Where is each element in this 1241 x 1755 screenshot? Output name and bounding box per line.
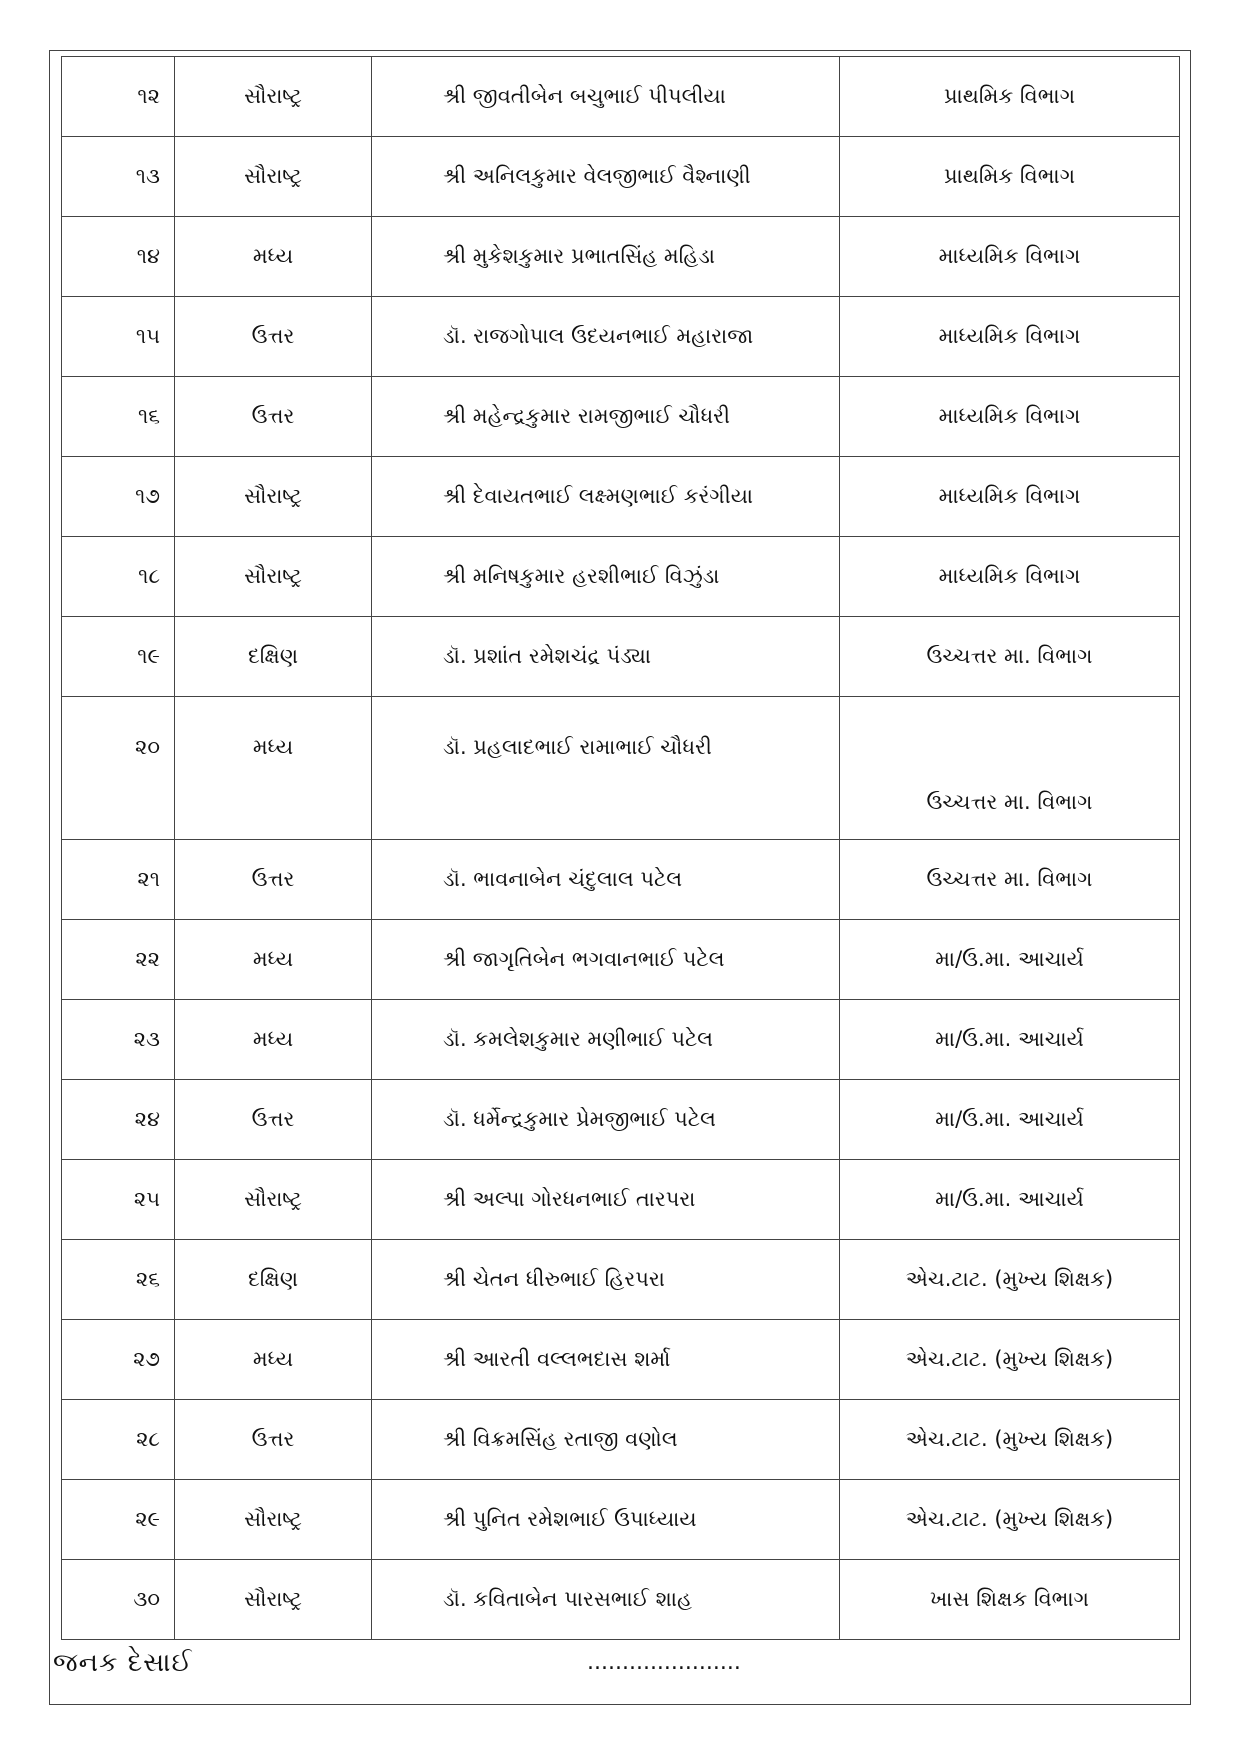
person-name: શ્રી પુનિત રમેશભાઈ ઉપાધ્યાય — [372, 1480, 840, 1560]
person-name: શ્રી જીવતીબેન બચુભાઈ પીપલીયા — [372, 57, 840, 137]
department: ખાસ શિક્ષક વિભાગ — [840, 1560, 1180, 1640]
serial-number: ૨૯ — [62, 1480, 175, 1560]
department: મા/ઉ.મા. આચાર્ય — [840, 1080, 1180, 1160]
zone: ઉત્તર — [175, 1080, 372, 1160]
person-name: શ્રી મનિષકુમાર હરશીભાઈ વિઝુંડા — [372, 537, 840, 617]
serial-number: ૨૮ — [62, 1400, 175, 1480]
table-row — [62, 697, 1180, 840]
department: એચ.ટાટ. (મુખ્ય શિક્ષક) — [840, 1320, 1180, 1400]
person-name: શ્રી ચેતન ધીરુભાઈ હિરપરા — [372, 1240, 840, 1320]
person-name: શ્રી અનિલકુમાર વેલજીભાઈ વૈશ્નાણી — [372, 137, 840, 217]
zone: દક્ષિણ — [175, 617, 372, 697]
department: એચ.ટાટ. (મુખ્ય શિક્ષક) — [840, 1480, 1180, 1560]
serial-number: ૨૬ — [62, 1240, 175, 1320]
zone: મધ્ય — [175, 217, 372, 297]
person-name: ડૉ. ભાવનાબેન ચંદુલાલ પટેલ — [372, 840, 840, 920]
person-name: ડૉ. પ્રશાંત રમેશચંદ્ર પંડ્યા — [372, 617, 840, 697]
zone: સૌરાષ્ટ્ર — [175, 457, 372, 537]
department: માધ્યમિક વિભાગ — [840, 457, 1180, 537]
department: ઉચ્ચત્તર મા. વિભાગ — [840, 697, 1180, 840]
person-name: શ્રી વિક્રમસિંહ રતાજી વણોલ — [372, 1400, 840, 1480]
person-name: શ્રી જાગૃતિબેન ભગવાનભાઈ પટેલ — [372, 920, 840, 1000]
zone: ઉત્તર — [175, 297, 372, 377]
serial-number: ૧૩ — [62, 137, 175, 217]
department: ઉચ્ચત્તર મા. વિભાગ — [840, 617, 1180, 697]
person-name: શ્રી મહેન્દ્રકુમાર રામજીભાઈ ચૌધરી — [372, 377, 840, 457]
person-name: શ્રી દેવાયતભાઈ લક્ષ્મણભાઈ કરંગીયા — [372, 457, 840, 537]
zone: સૌરાષ્ટ્ર — [175, 1560, 372, 1640]
department: માધ્યમિક વિભાગ — [840, 377, 1180, 457]
table-row — [62, 920, 1180, 1000]
signer-name: જનક દેસાઈ — [53, 1648, 193, 1678]
table-row — [62, 1240, 1180, 1320]
serial-number: ૨૫ — [62, 1160, 175, 1240]
department: મા/ઉ.મા. આચાર્ય — [840, 1160, 1180, 1240]
department: માધ્યમિક વિભાગ — [840, 297, 1180, 377]
zone: સૌરાષ્ટ્ર — [175, 537, 372, 617]
person-name: શ્રી મુકેશકુમાર પ્રભાતસિંહ મહિડા — [372, 217, 840, 297]
serial-number: ૧૯ — [62, 617, 175, 697]
zone: મધ્ય — [175, 697, 372, 840]
table-row — [62, 537, 1180, 617]
table-row — [62, 457, 1180, 537]
table-row — [62, 297, 1180, 377]
zone: સૌરાષ્ટ્ર — [175, 1480, 372, 1560]
person-name: ડૉ. કમલેશકુમાર મણીભાઈ પટેલ — [372, 1000, 840, 1080]
table-row — [62, 1400, 1180, 1480]
department: માધ્યમિક વિભાગ — [840, 537, 1180, 617]
department: પ્રાથમિક વિભાગ — [840, 137, 1180, 217]
serial-number: ૧૨ — [62, 57, 175, 137]
table-row — [62, 377, 1180, 457]
serial-number: ૧૪ — [62, 217, 175, 297]
department: ઉચ્ચત્તર મા. વિભાગ — [840, 840, 1180, 920]
serial-number: ૨૧ — [62, 840, 175, 920]
table-row — [62, 1320, 1180, 1400]
table-row — [62, 840, 1180, 920]
person-name: ડૉ. રાજગોપાલ ઉદયનભાઈ મહારાજા — [372, 297, 840, 377]
department: એચ.ટાટ. (મુખ્ય શિક્ષક) — [840, 1400, 1180, 1480]
table-row — [62, 217, 1180, 297]
table-row — [62, 617, 1180, 697]
serial-number: ૧૮ — [62, 537, 175, 617]
zone: ઉત્તર — [175, 840, 372, 920]
serial-number: ૧૫ — [62, 297, 175, 377]
serial-number: ૩૦ — [62, 1560, 175, 1640]
serial-number: ૨૭ — [62, 1320, 175, 1400]
serial-number: ૧૭ — [62, 457, 175, 537]
serial-number: ૨૩ — [62, 1000, 175, 1080]
roster-table — [61, 56, 1180, 1640]
zone: ઉત્તર — [175, 1400, 372, 1480]
zone: મધ્ય — [175, 1000, 372, 1080]
zone: સૌરાષ્ટ્ર — [175, 57, 372, 137]
department: માધ્યમિક વિભાગ — [840, 217, 1180, 297]
person-name: શ્રી અલ્પા ગોરધનભાઈ તારપરા — [372, 1160, 840, 1240]
zone: સૌરાષ્ટ્ર — [175, 1160, 372, 1240]
zone: ઉત્તર — [175, 377, 372, 457]
zone: મધ્ય — [175, 1320, 372, 1400]
serial-number: ૨૦ — [62, 697, 175, 840]
person-name: ડૉ. કવિતાબેન પારસભાઈ શાહ — [372, 1560, 840, 1640]
zone: દક્ષિણ — [175, 1240, 372, 1320]
table-row — [62, 1160, 1180, 1240]
person-name: ડૉ. પ્રહલાદભાઈ રામાભાઈ ચૌધરી — [372, 697, 840, 840]
person-name: શ્રી આરતી વલ્લભદાસ શર્મા — [372, 1320, 840, 1400]
department: એચ.ટાટ. (મુખ્ય શિક્ષક) — [840, 1240, 1180, 1320]
person-name: ડૉ. ધર્મેન્દ્રકુમાર પ્રેમજીભાઈ પટેલ — [372, 1080, 840, 1160]
table-row — [62, 1080, 1180, 1160]
zone: સૌરાષ્ટ્ર — [175, 137, 372, 217]
table-row — [62, 1560, 1180, 1640]
table-row — [62, 1000, 1180, 1080]
serial-number: ૨૨ — [62, 920, 175, 1000]
table-row — [62, 137, 1180, 217]
department: મા/ઉ.મા. આચાર્ય — [840, 1000, 1180, 1080]
serial-number: ૨૪ — [62, 1080, 175, 1160]
table-row — [62, 1480, 1180, 1560]
zone: મધ્ય — [175, 920, 372, 1000]
signature-line: ...................... — [587, 1650, 741, 1675]
department: મા/ઉ.મા. આચાર્ય — [840, 920, 1180, 1000]
table-row — [62, 57, 1180, 137]
department: પ્રાથમિક વિભાગ — [840, 57, 1180, 137]
serial-number: ૧૬ — [62, 377, 175, 457]
